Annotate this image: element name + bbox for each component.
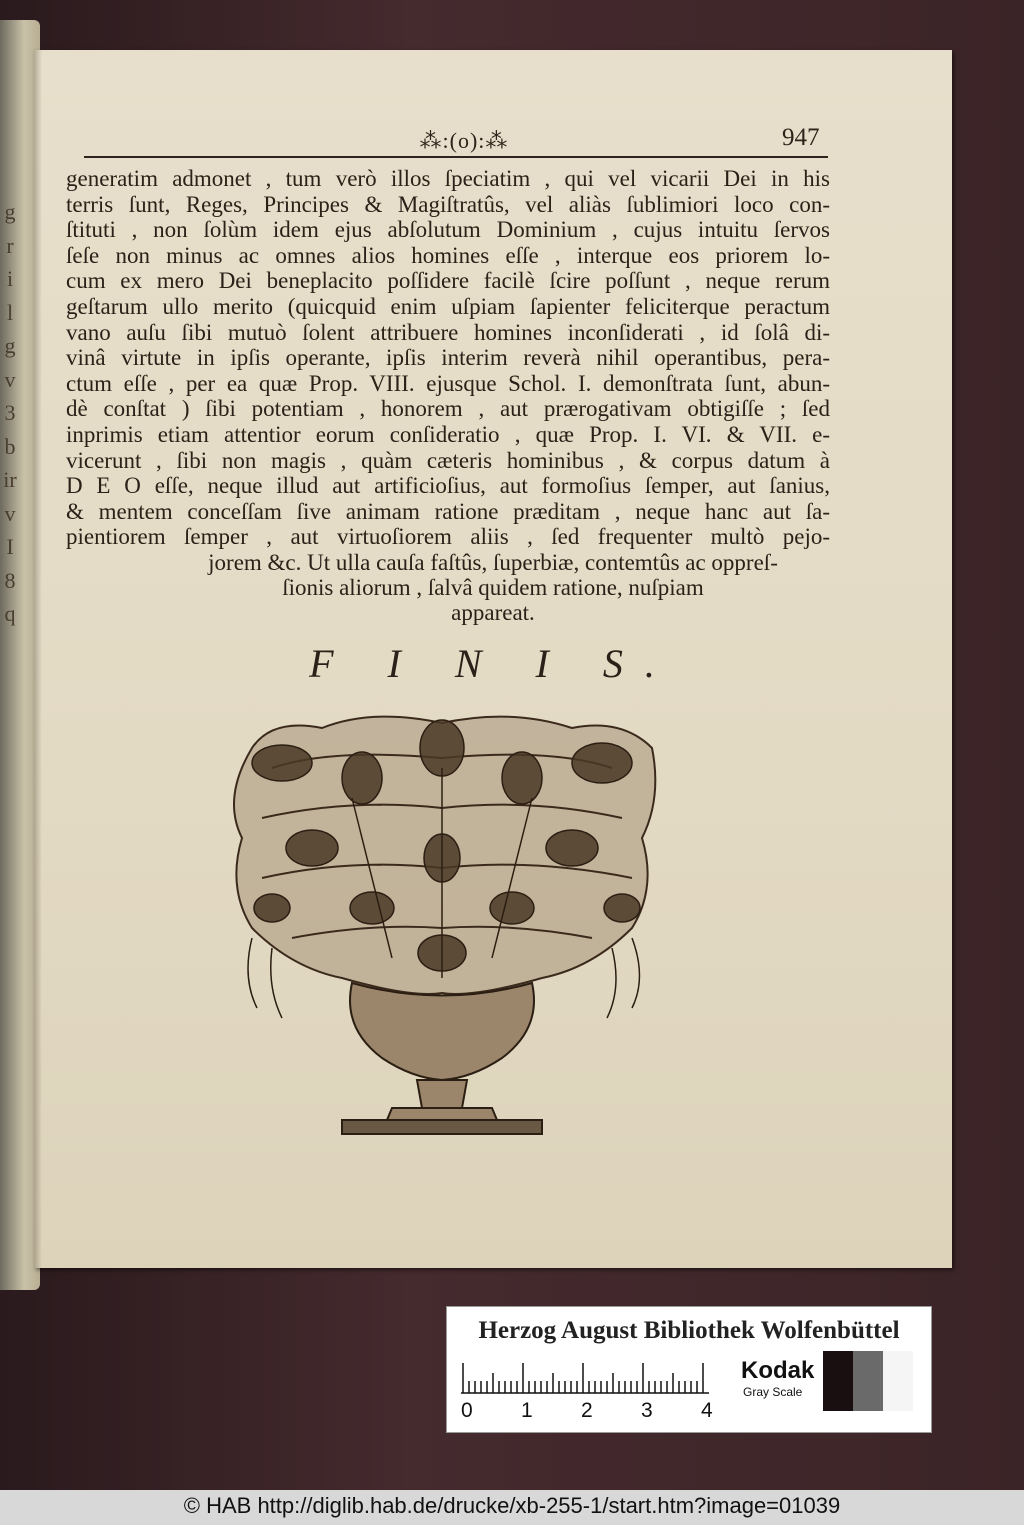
closing-line-2: ſionis aliorum , ſalvâ quidem ratione, nuſpiam <box>282 575 704 600</box>
margin-letter: 8 <box>4 567 16 593</box>
closing-line-3: appareat. <box>451 600 535 625</box>
ruler-number: 4 <box>701 1399 713 1422</box>
text-line: ſeſe non minus ac omnes alios homines eſſe , interque eos priorem lo- <box>66 242 830 268</box>
measurement-ruler <box>461 1355 721 1399</box>
footer-credit: © HAB http://diglib.hab.de/drucke/xb-255-1/start.htm?image=01039 <box>183 1493 841 1518</box>
text-line: geſtarum ullo merito (quicquid enim uſpiam ſapienter feliciterque peractum <box>66 293 830 319</box>
text-line: & mentem conceſſam ſive animam ratione præditam , neque hanc aut ſa- <box>66 498 830 524</box>
text-line: dè conſtat ) ſibi potentiam , honorem , aut prærogativam obtigiſſe ; ſed <box>66 396 830 422</box>
page-number: 947 <box>782 124 820 151</box>
gray-swatch <box>883 1351 913 1411</box>
text-line: generatim admonet , tum verò illos ſpeciatim , qui vel vicarii Dei in his <box>66 166 830 191</box>
text-line: D E O eſſe, neque illud aut artificioſius, aut formoſius ſemper, aut ſanius, <box>66 473 830 499</box>
margin-letter: r <box>6 232 14 258</box>
text-line: vano auſu ſibi mutuò ſolent attribuere homines inconſiderati , id ſolâ di- <box>66 319 830 345</box>
finis-heading: F I N I S. <box>309 641 677 686</box>
ruler-number: 3 <box>641 1399 653 1422</box>
margin-letter: ir <box>3 467 17 492</box>
library-name: Herzog August Bibliothek Wolfenbüttel <box>478 1317 900 1344</box>
text-line: cum ex mero Dei beneplacito poſſidere facilè ſcire poſſunt , neque rerum <box>66 268 830 294</box>
margin-letter: l <box>6 299 14 325</box>
gray-swatches <box>823 1351 913 1411</box>
ruler-number: 0 <box>461 1399 473 1422</box>
text-line: vicerunt , ſibi non magis , quàm cæteris hominibus , & corpus datum à <box>66 447 830 473</box>
gray-swatch <box>853 1351 883 1411</box>
page-header-ornament: ⁂:(o):⁂ <box>419 128 509 153</box>
margin-letter: v <box>4 366 16 392</box>
text-line: inprimis etiam attentior eorum conſideratio , quæ Prop. I. VI. & VII. e- <box>66 421 830 447</box>
text-line: ctum eſſe , per ea quæ Prop. VIII. ejusque Schol. I. demonſtrata ſunt, abun- <box>66 370 830 396</box>
margin-letter: g <box>4 333 16 358</box>
ruler-number: 2 <box>581 1399 593 1422</box>
text-line: pientiorem ſemper , aut virtuoſiorem aliis , ſed frequenter multò pejo- <box>66 524 830 550</box>
margin-letter: I <box>6 534 14 559</box>
color-scale-card <box>446 1306 932 1433</box>
margin-letter: b <box>4 433 16 459</box>
book-page <box>34 50 952 1268</box>
left-margin-letters <box>2 195 18 631</box>
flower-vase-woodcut <box>212 708 672 1158</box>
margin-letter: 3 <box>4 400 16 425</box>
body-text <box>66 166 830 550</box>
gray-swatch <box>823 1351 853 1411</box>
gray-scale-label: Gray Scale <box>743 1385 803 1399</box>
header-rule <box>84 156 828 158</box>
text-line: ſtituti , non ſolùm idem ejus abſolutum Dominium , cujus intuitu ſervos <box>66 217 830 243</box>
text-line: vinâ virtute in ipſis operante, ipſis interim reverà nihil operantibus, pera- <box>66 345 830 371</box>
ruler-numbers <box>451 1399 711 1427</box>
text-line: terris ſunt, Reges, Principes & Magiſtratûs, vel aliàs ſublimiori loco con- <box>66 191 830 217</box>
margin-letter: q <box>4 601 16 626</box>
margin-letter: g <box>4 199 16 224</box>
margin-letter: v <box>4 500 16 526</box>
margin-letter: i <box>6 266 14 291</box>
closing-line-1: jorem &c. Ut ulla cauſa faſtûs, ſuperbiæ, contemtûs ac oppreſ- <box>208 550 778 575</box>
ruler-number: 1 <box>521 1399 533 1422</box>
kodak-logo-text: Kodak <box>741 1357 815 1384</box>
